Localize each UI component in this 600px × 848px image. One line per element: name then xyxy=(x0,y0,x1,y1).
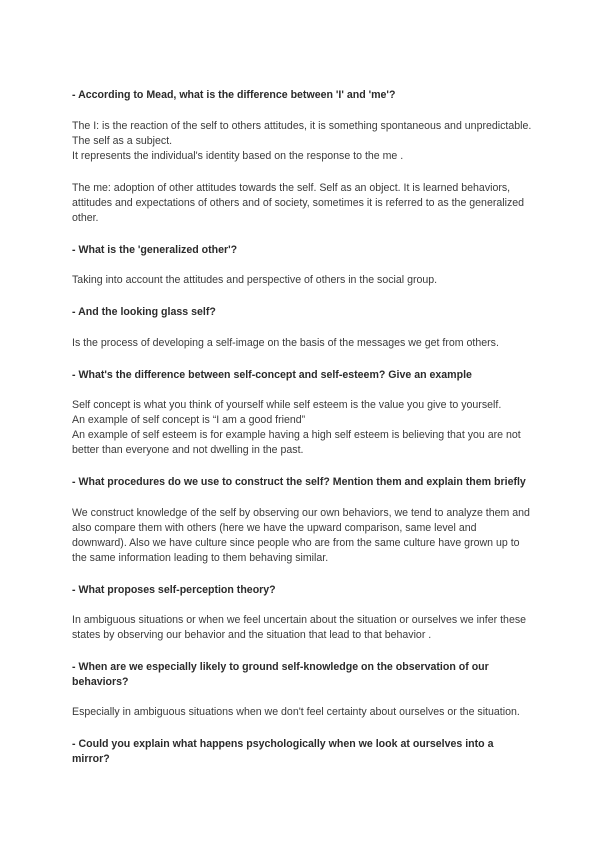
answer-line: It represents the individual's identity based on the response to the me . xyxy=(72,149,404,162)
answer-line: Especially in ambiguous situations when we don't feel certainty about ourselves or the situation. xyxy=(72,706,520,718)
answer-line: Taking into account the attitudes and perspective of others in the social group. xyxy=(72,274,438,286)
question-mirror: - Could you explain what happens psychologically when we look at ourselves into a mirror? xyxy=(72,738,494,765)
answer-paragraph xyxy=(72,705,534,720)
answer-line: Is the process of developing a self-image on the basis of the messages we get from others. xyxy=(72,336,499,349)
question-mead-i-me: - According to Mead, what is the difference between 'I' and 'me'? xyxy=(72,89,396,101)
question-self-concept-vs-esteem: - What's the difference between self-concept and self-esteem? Give an example xyxy=(72,368,472,381)
answer-paragraph xyxy=(72,119,534,164)
document-content xyxy=(72,88,534,766)
answer-paragraph xyxy=(72,181,534,226)
answer-line: Self concept is what you think of yourself while self esteem is the value you give to yourself. xyxy=(72,399,502,411)
answer-paragraph xyxy=(72,336,534,351)
answer-line: The I: is the reaction of the self to others attitudes, it is something spontaneous and unpredictable. The self as a subject. xyxy=(72,119,532,147)
answer-line: The me: adoption of other attitudes towards the self. Self as an object. It is learned behaviors, attitudes and expectations of others and of society, sometimes it is referred to as the generalized other. xyxy=(72,181,525,224)
answer-paragraph xyxy=(72,273,534,288)
question-construct-self: - What procedures do we use to construct the self? Mention them and explain them briefly xyxy=(72,476,526,488)
answer-line: In ambiguous situations or when we feel uncertain about the situation or ourselves we infer these states by observing our behavior and the situation that lead to that behavior . xyxy=(72,614,527,641)
answer-paragraph xyxy=(72,613,534,643)
answer-line: We construct knowledge of the self by observing our own behaviors, we tend to analyze them and also compare them with others (here we have the upward comparison, same level and downward). Also we have culture since people who are from the same culture have grown up to the same information leading to them behaving similar. xyxy=(72,506,530,564)
question-ground-self-knowledge: - When are we especially likely to ground self-knowledge on the observation of our behaviors? xyxy=(72,661,489,688)
answer-paragraph xyxy=(72,398,534,458)
answer-line: An example of self concept is “I am a good friend” xyxy=(72,414,306,426)
question-self-perception-theory: - What proposes self-perception theory? xyxy=(72,583,276,596)
answer-paragraph xyxy=(72,506,534,566)
question-generalized-other: - What is the 'generalized other'? xyxy=(72,243,238,256)
question-looking-glass-self: - And the looking glass self? xyxy=(72,306,216,318)
answer-line: An example of self esteem is for example having a high self esteem is believing that you are not better than everyone and not dwelling in the past. xyxy=(72,429,521,456)
